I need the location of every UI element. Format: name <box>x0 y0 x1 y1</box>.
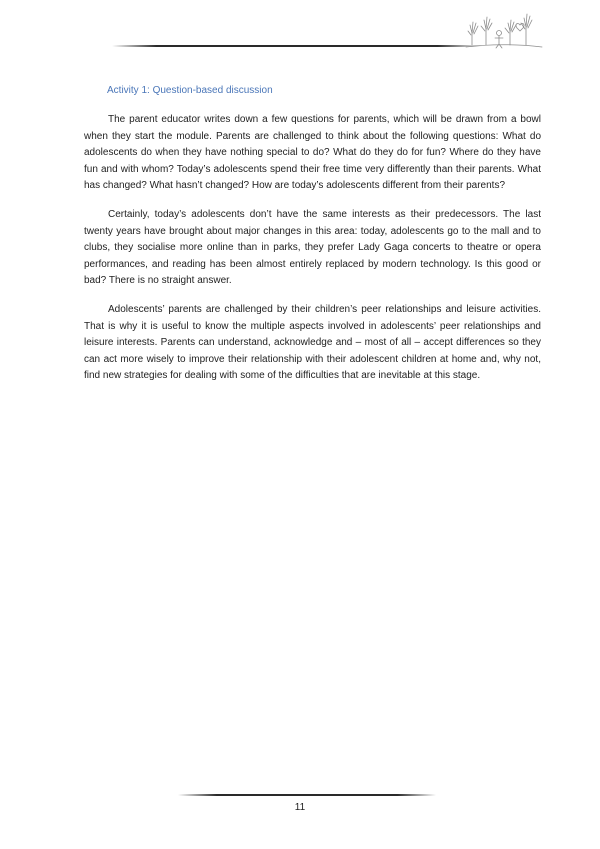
paragraph-2: Certainly, today’s adolescents don’t have the same interests as their predecessors. The last twenty years have brought about major changes in this area: today, adolescents go to the mall and to clubs, they socialise more online than in parks, they prefer Lady Gaga concerts to theatre or opera performances, and reading has been almost entirely replaced by modern technology. Is this good or bad? There is no straight answer. <box>84 208 541 287</box>
hands-and-figures-logo-icon <box>464 11 544 49</box>
paragraph-3: Adolescents’ parents are challenged by their children’s peer relationships and leisure activities. That is why it is useful to know the multiple aspects involved in adolescents’ peer relationships and leisure interests. Parents can understand, acknowledge and – most of all – accept differences so they can act more wisely to improve their relationship with their adolescent children at home and, why not, find new strategies for dealing with some of the difficulties that are inevitable at this stage. <box>84 303 541 382</box>
page-number: 11 <box>294 802 306 813</box>
footer-divider <box>178 794 436 796</box>
header-divider <box>112 45 482 47</box>
page-content <box>84 84 541 397</box>
paragraph-1: The parent educator writes down a few questions for parents, which will be drawn from a bowl when they start the module. Parents are challenged to think about the following questions: What do adolescents do when they have nothing special to do? What do they do for fun? Where do they have fun and with whom? Today’s adolescents spend their free time very differently than their parents. What has changed? What hasn’t changed? How are today’s adolescents different from their parents? <box>84 114 541 192</box>
activity-heading: Activity 1: Question-based discussion <box>107 85 273 96</box>
